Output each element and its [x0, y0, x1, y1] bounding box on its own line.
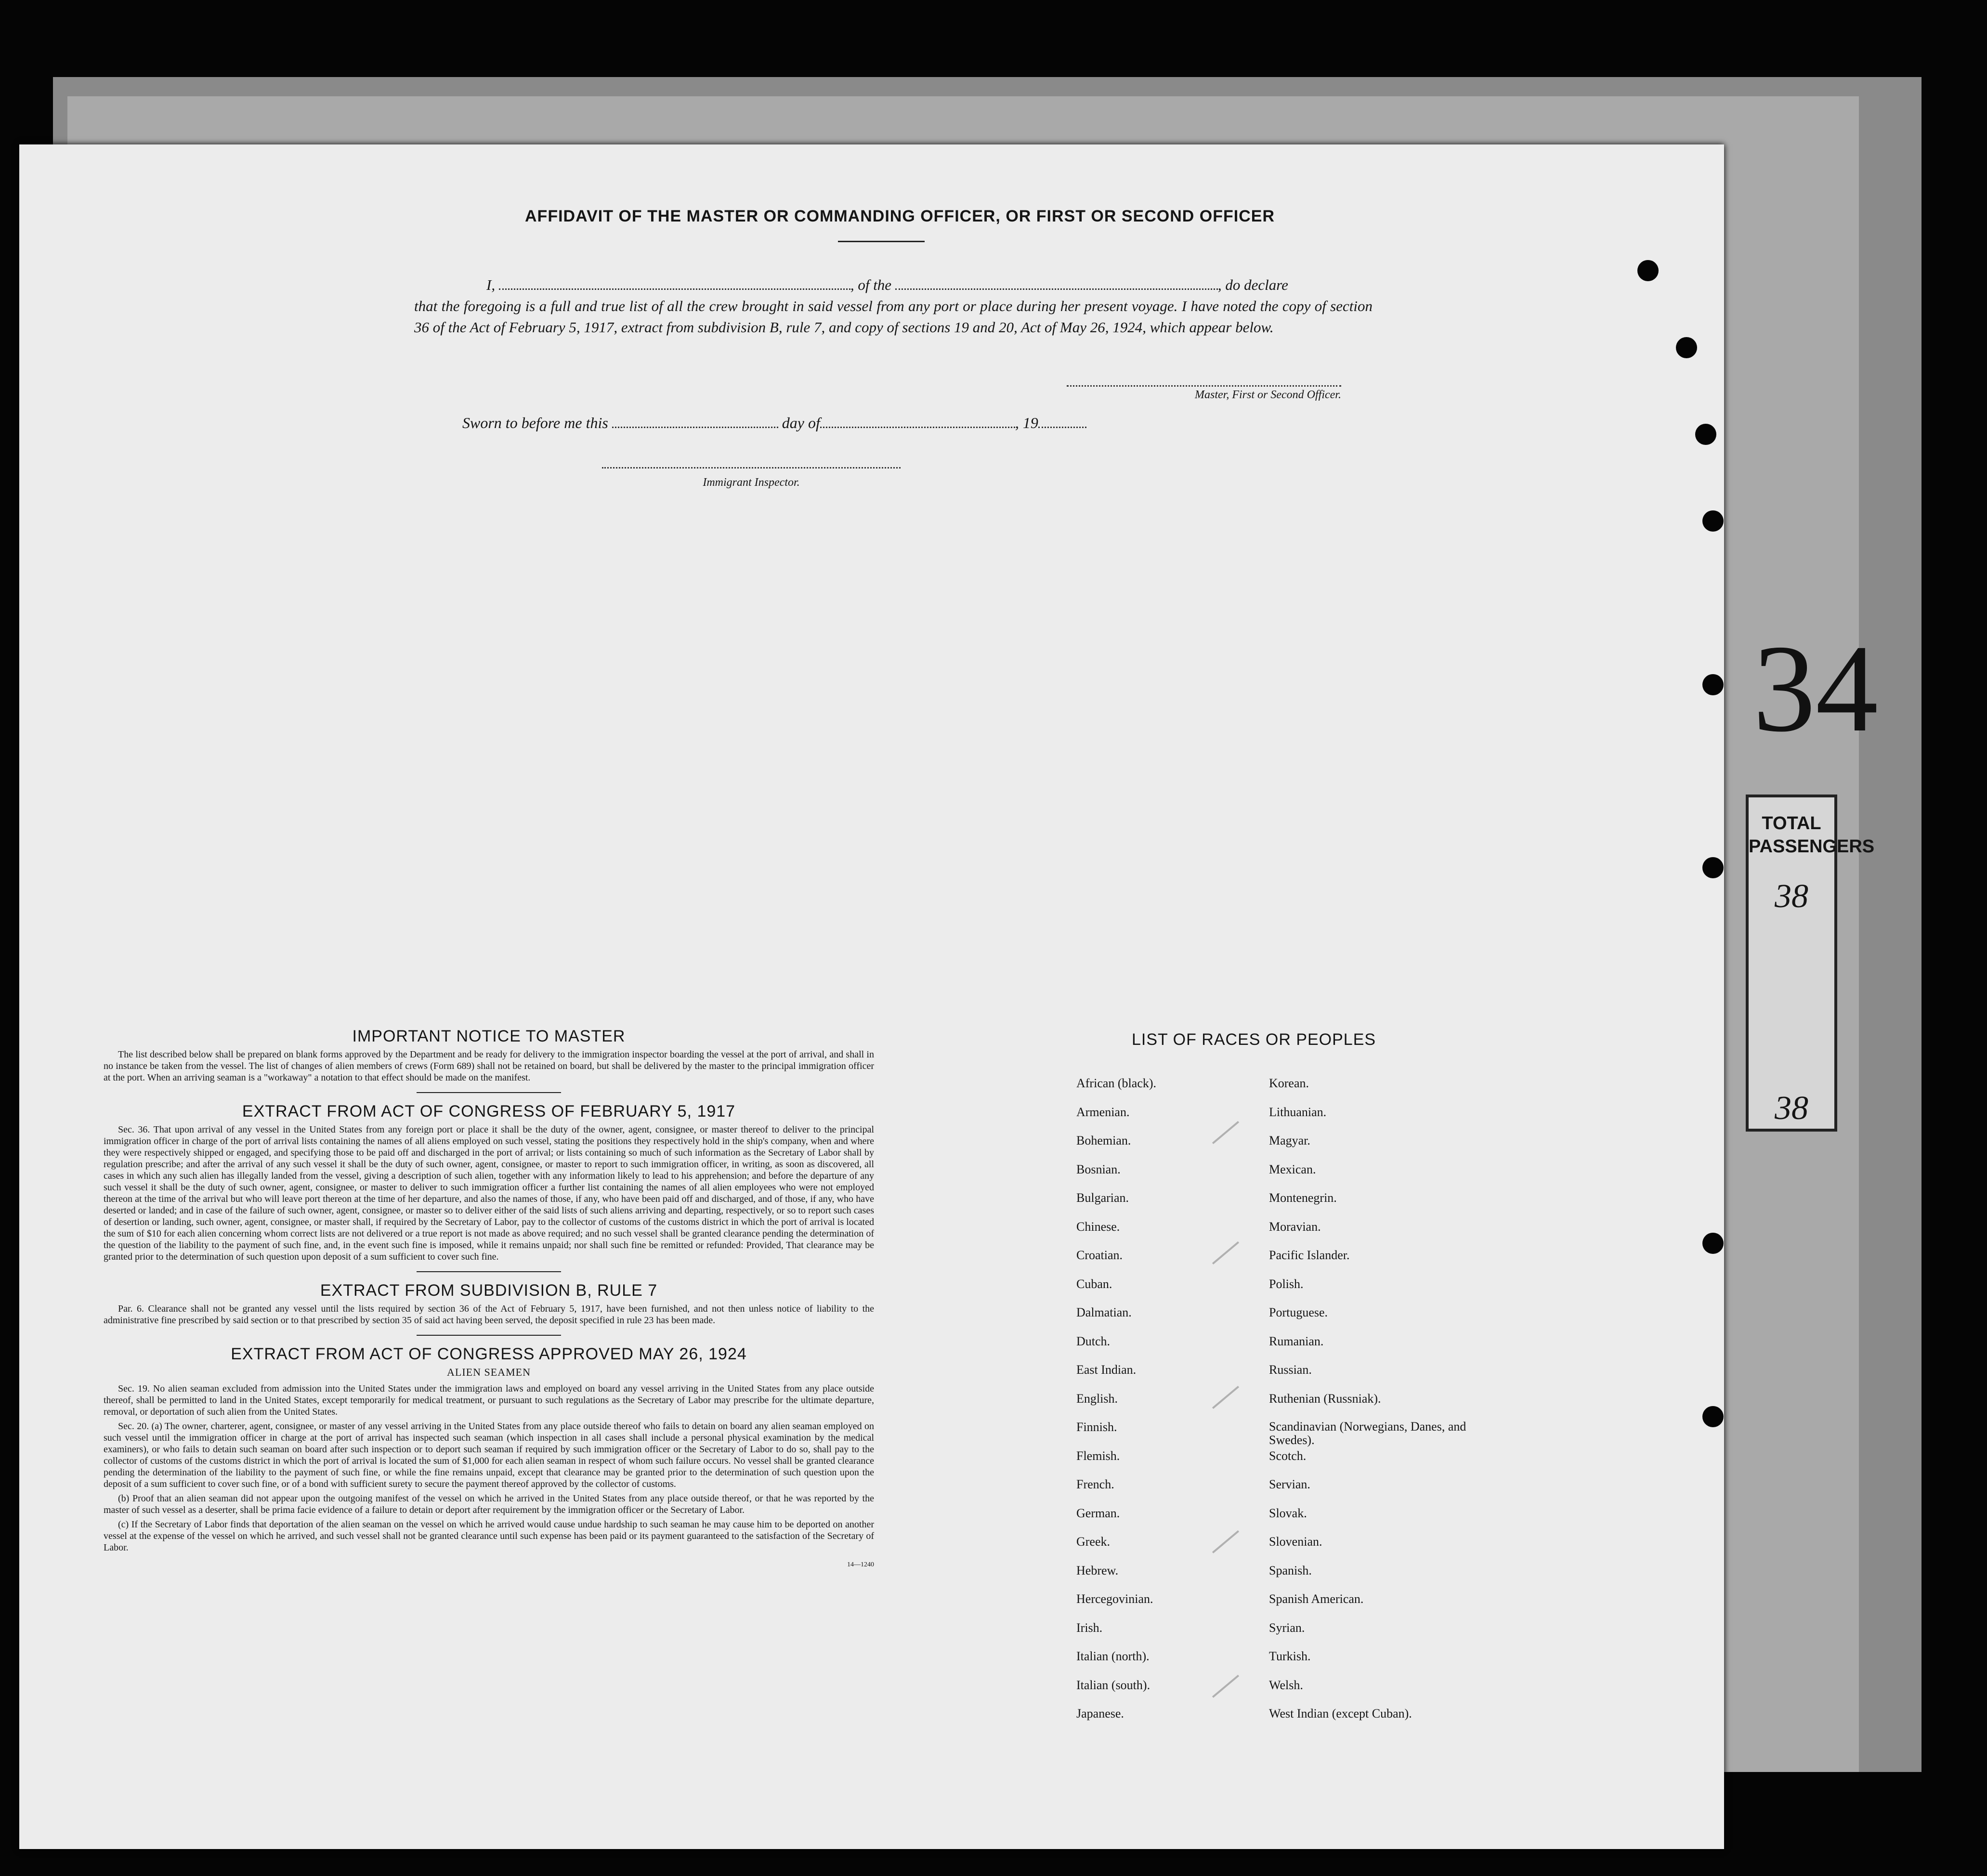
- race-item: Russian.: [1269, 1363, 1312, 1377]
- punch-hole: [1637, 260, 1659, 281]
- total-passengers-value-top: 38: [1775, 878, 1808, 915]
- race-item: Ruthenian (Russniak).: [1269, 1391, 1381, 1406]
- race-item: Armenian.: [1076, 1105, 1130, 1119]
- extract3-subtitle: ALIEN SEAMEN: [447, 1366, 531, 1378]
- form-page: [19, 144, 1724, 1849]
- punch-hole: [1702, 1406, 1724, 1427]
- race-item: Turkish.: [1269, 1649, 1311, 1663]
- vessel-field[interactable]: [895, 276, 1218, 290]
- check-mark: [1212, 1121, 1239, 1144]
- extract2-text: Par. 6. Clearance shall not be granted any vessel until the lists required by section 36 of the Act of February 5, 1917, have been furnished, and not then unless notice of liability to the administrative fine prescribed by said section or to that prescribed by section 35 of said act having been served, the deposit specified in rule 23 has been made.: [104, 1303, 874, 1326]
- race-item: Japanese.: [1076, 1707, 1124, 1720]
- race-item: Hebrew.: [1076, 1563, 1119, 1577]
- total-passengers-box: [1746, 795, 1875, 1132]
- race-item: Flemish.: [1076, 1448, 1120, 1463]
- extract2-title: EXTRACT FROM SUBDIVISION B, RULE 7: [320, 1281, 658, 1300]
- race-item: Moravian.: [1269, 1219, 1321, 1234]
- race-item: French.: [1076, 1477, 1114, 1491]
- race-item: Scandinavian (Norwegians, Danes, and Swedes).: [1269, 1420, 1466, 1447]
- check-mark: [1212, 1675, 1239, 1698]
- race-item: Lithuanian.: [1269, 1105, 1327, 1119]
- race-item: English.: [1076, 1391, 1118, 1406]
- race-item: Magyar.: [1269, 1133, 1310, 1147]
- affidavit-body: [414, 274, 1373, 338]
- race-item: Syrian.: [1269, 1620, 1305, 1635]
- divider: [417, 1335, 561, 1336]
- race-item: Bosnian.: [1076, 1162, 1121, 1176]
- race-item: Dutch.: [1076, 1334, 1111, 1348]
- race-item: Montenegrin.: [1269, 1191, 1337, 1205]
- sworn-day-field[interactable]: [612, 414, 778, 428]
- punch-hole: [1702, 674, 1724, 695]
- race-item: German.: [1076, 1506, 1120, 1520]
- sec20c-text: (c) If the Secretary of Labor finds that deportation of the alien seaman on the vessel on which he arrived would cause undue hardship to such seaman he may cause him to be deported on another vessel at the expense of the vessel on which he arrived, and such vessel shall not be granted clearance until such expense has been paid or its payment guaranteed to the satisfaction of the Secretary of Labor.: [104, 1519, 874, 1553]
- race-item: Slovak.: [1269, 1506, 1307, 1520]
- form-code: 14—1240: [847, 1561, 874, 1568]
- sec19-text: Sec. 19. No alien seaman excluded from admission into the United States under the immigration laws and employed on board any vessel arriving in the United States from any place outside thereof, shall be permitted to land in the United States, except temporarily for medical treatment, or pursuant to such regulations as the Secretary of Labor may prescribe for the ultimate departure, removal, or deportation of such alien from the United States.: [104, 1383, 874, 1417]
- races-title: LIST OF RACES OR PEOPLES: [1132, 1030, 1376, 1049]
- race-item: Hercegovinian.: [1076, 1592, 1153, 1606]
- declaration-text: that the foregoing is a full and true list of all the crew brought in said vessel from any port or place during her present voyage. I have noted the copy of section 36 of the Act of February 5, 1917, extract from subdivision B, rule 7, and copy of sections 19 and 20, Act of May 26, 1924, which appear below.: [414, 298, 1373, 336]
- race-item: Servian.: [1269, 1477, 1310, 1491]
- affidavit-title: AFFIDAVIT OF THE MASTER OR COMMANDING OFFICER, OR FIRST OR SECOND OFFICER: [525, 207, 1275, 225]
- sworn-month-field[interactable]: [820, 414, 1015, 428]
- race-item: Rumanian.: [1269, 1334, 1324, 1348]
- inspector-signature-line: Immigrant Inspector.: [602, 467, 901, 489]
- race-item: Finnish.: [1076, 1420, 1117, 1434]
- race-item: East Indian.: [1076, 1363, 1137, 1377]
- sworn-line: Sworn to before me this day of , 19: [462, 414, 1086, 432]
- master-signature-line: Master, First or Second Officer.: [1067, 385, 1341, 402]
- race-item: Croatian.: [1076, 1248, 1123, 1262]
- total-passengers-value-bottom: 38: [1775, 1090, 1808, 1127]
- race-item: Chinese.: [1076, 1219, 1120, 1234]
- name-field[interactable]: [499, 276, 850, 290]
- race-item: Dalmatian.: [1076, 1305, 1132, 1319]
- race-item: Welsh.: [1269, 1678, 1303, 1692]
- race-item: Bulgarian.: [1076, 1191, 1129, 1205]
- punch-hole: [1676, 337, 1697, 358]
- notice-section: [104, 1027, 874, 1571]
- notice-text: The list described below shall be prepared on blank forms approved by the Department and be ready for delivery to the immigration inspector boarding the vessel at the port of arrival, and shall in no instance be taken from the vessel. The list of changes of alien members of crews (Form 689) shall not be retained on board, but shall be delivered by the master to the principal immigration officer at the port. When an arriving seaman is a "workaway" a notation to that effect should be made on the manifest.: [104, 1049, 874, 1083]
- punch-hole: [1702, 857, 1724, 878]
- race-item: African (black).: [1076, 1076, 1157, 1090]
- race-item: Italian (north).: [1076, 1649, 1150, 1663]
- race-item: Korean.: [1269, 1076, 1309, 1090]
- race-item: Italian (south).: [1076, 1678, 1150, 1692]
- race-item: Mexican.: [1269, 1162, 1316, 1176]
- race-item: Spanish.: [1269, 1563, 1312, 1577]
- extract3-title: EXTRACT FROM ACT OF CONGRESS APPROVED MAY 26, 1924: [231, 1345, 747, 1363]
- declaration-line: I, , of the , do declare: [486, 276, 1288, 293]
- notice-title: IMPORTANT NOTICE TO MASTER: [352, 1027, 626, 1045]
- race-item: Irish.: [1076, 1620, 1103, 1635]
- race-item: Polish.: [1269, 1277, 1304, 1291]
- extract1-text: Sec. 36. That upon arrival of any vessel in the United States from any foreign port or place it shall be the duty of the owner, agent, consignee, or master thereof to deliver to the principal immigration officer in charge of the port of arrival lists containing the names of all aliens employed on such vessel, stating the positions they respectively hold in the ship's company, when and where they were respectively shipped or engaged, and specifying those to be paid off and discharged in the port of arrival; or lists containing so much of such information as the Secretary of Labor shall by regulation prescribe; and after the arrival of any such vessel it shall be the duty of such owner, agent, consignee, or master to report to such immigration officer, in writing, as soon as discovered, all cases in which any such alien has illegally landed from the vessel, giving a description of such alien, together with any information likely to lead to his apprehension; and before the departure of any such vessel it shall be the duty of such owner, agent, consignee, or master to deliver to such immigration officer a further list containing the names of all alien employees who were not employed thereon at the time of the arrival but who will leave port thereon at the time of her departure, and also the names of those, if any, who have been paid off and discharged, and of those, if any, who have deserted or landed; and in case of the failure of such owner, agent, consignee, or master so to deliver either of the said lists of such aliens arriving and departing, respectively, or so to report such cases of desertion or landing, such owner, agent, consignee, or master shall, if required by the Secretary of Labor, pay to the collector of customs of the customs district in which the port of arrival is located the sum of $10 for each alien concerning whom correct lists are not delivered or a true report is not made as above required; and no such vessel shall be granted clearance pending the determination of the question of the liability to the payment of such fine, and, in the event such fine is imposed, while it remains unpaid; nor shall such fine be remitted or refunded: Provided, That clearance may be granted prior to the determination of such question upon deposit of a sum sufficient to cover such fine.: [104, 1124, 874, 1262]
- title-rule: [838, 241, 925, 242]
- race-item: West Indian (except Cuban).: [1269, 1707, 1412, 1720]
- punch-hole: [1695, 424, 1716, 445]
- race-item: Portuguese.: [1269, 1305, 1328, 1319]
- divider: [417, 1271, 561, 1272]
- check-mark: [1212, 1241, 1239, 1264]
- extract1-title: EXTRACT FROM ACT OF CONGRESS OF FEBRUARY 5, 1917: [242, 1102, 736, 1120]
- race-item: Bohemian.: [1076, 1133, 1131, 1147]
- race-item: Scotch.: [1269, 1448, 1307, 1463]
- divider: [417, 1092, 561, 1093]
- punch-hole: [1702, 1233, 1724, 1254]
- race-item: Spanish American.: [1269, 1592, 1364, 1606]
- check-mark: [1212, 1386, 1239, 1409]
- race-item: Slovenian.: [1269, 1535, 1322, 1549]
- punch-hole: [1702, 510, 1724, 532]
- sec20a-text: Sec. 20. (a) The owner, charterer, agent, consignee, or master of any vessel arriving in the United States from any place outside thereof who fails to detain on board any alien seaman employed on such vessel until the immigration officer in charge at the port of arrival has inspected such seaman (which inspection in all cases shall include a personal physical examination by the medical examiners), or who fails to detain such seaman on board after such inspection or to deport such seaman if required by such immigration officer or the Secretary of Labor to do so, shall pay to the collector of customs of the customs district in which the port of arrival is located the sum of $1,000 for each alien seaman in respect of whom such failure occurs. No vessel shall be granted clearance pending the determination of the liability to the payment of such fine, or while the fine remains unpaid, except that clearance may be granted prior to the determination of such question upon the deposit of a sum sufficient to cover such fine, or of a bond with sufficient surety to secure the payment thereof approved by the collector of customs.: [104, 1421, 874, 1489]
- check-mark: [1212, 1530, 1239, 1553]
- race-item: Cuban.: [1076, 1277, 1112, 1291]
- total-passengers-label: TOTAL PASSENGERS: [1749, 813, 1875, 857]
- race-item: Greek.: [1076, 1535, 1111, 1549]
- race-item: Pacific Islander.: [1269, 1248, 1350, 1262]
- handwritten-number: 34: [1753, 619, 1878, 758]
- sworn-year-field[interactable]: [1038, 414, 1086, 428]
- sec20b-text: (b) Proof that an alien seaman did not appear upon the outgoing manifest of the vessel on which he arrived in the United States from any place outside thereof, or that he was reported by the master of such vessel as a deserter, shall be prima facie evidence of a failure to detain or deport after requirement by the immigration officer or the Secretary of Labor.: [104, 1493, 874, 1515]
